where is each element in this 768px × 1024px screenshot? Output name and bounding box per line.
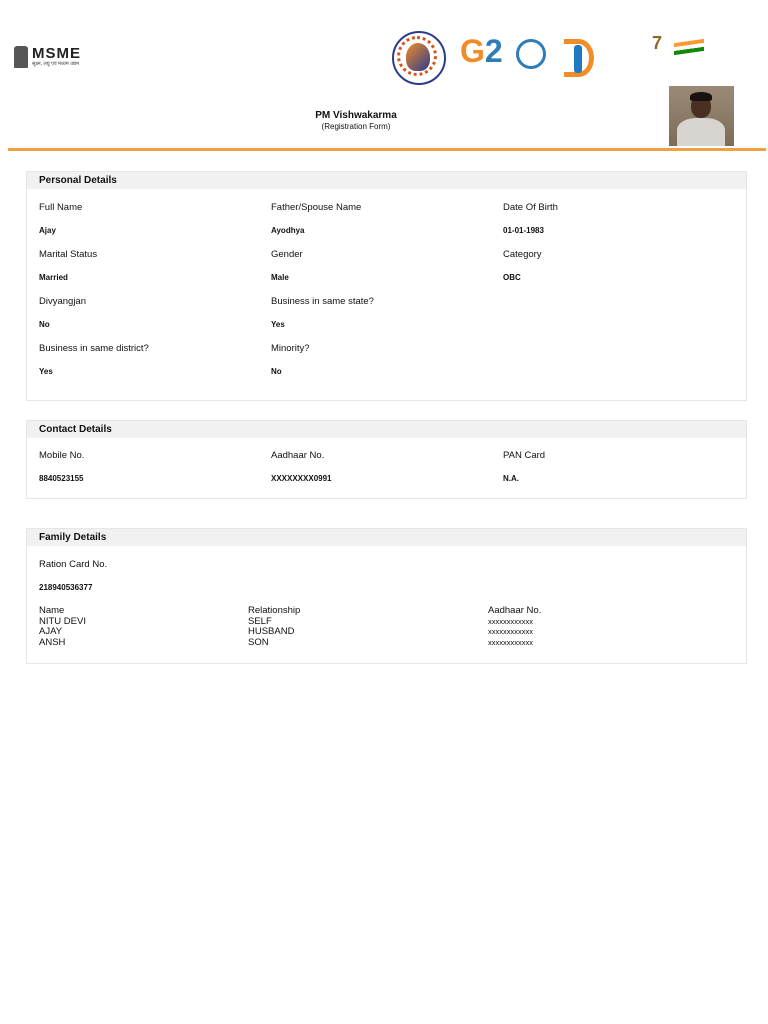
applicant-photo [669, 86, 734, 146]
minority-field [271, 343, 310, 355]
field-label: Ration Card No. [39, 559, 108, 570]
gender-field [271, 249, 303, 261]
msme-logo-word: MSME [32, 45, 81, 62]
pan-card-field [503, 450, 545, 462]
table-cell: HUSBAND [248, 626, 295, 637]
name-column [39, 606, 86, 648]
msme-logo [14, 44, 84, 70]
field-label: PAN Card [503, 450, 546, 461]
table-cell: AJAY [39, 626, 63, 637]
page-title: PM Vishwakarma [315, 110, 397, 121]
field-label: Divyangjan [39, 296, 86, 307]
date-of-birth-value: 01-01-1983 [503, 226, 544, 235]
category-field [503, 249, 542, 261]
national-emblem-icon [14, 46, 28, 68]
pm-vishwakarma-logo-icon [392, 31, 446, 85]
full-name-value: Ajay [39, 226, 56, 235]
marital-status-value: Married [39, 273, 68, 282]
field-label: Gender [271, 249, 303, 260]
field-label: Minority? [271, 343, 310, 354]
ration-card-field [39, 559, 107, 571]
father-spouse-name-value: Ayodhya [271, 226, 305, 235]
business-same-state-value: Yes [271, 320, 285, 329]
field-label: Date Of Birth [503, 202, 558, 213]
table-cell: SON [248, 636, 269, 648]
page-subtitle: (Registration Form) [321, 122, 391, 131]
aadhaar-no-value: XXXXXXXX0991 [271, 474, 332, 483]
business-same-state-field [271, 296, 374, 308]
section-heading: Family Details [27, 529, 746, 546]
table-cell: xxxxxxxxxxxx [488, 616, 533, 626]
field-label: Business in same district? [39, 343, 149, 354]
aadhaar-no-field [271, 450, 324, 462]
relationship-column [248, 606, 300, 648]
section-heading: Contact Details [27, 421, 746, 438]
azadi-ka-amrit-mahotsav-logo-icon: 7 [650, 33, 718, 83]
family-details-section [26, 528, 747, 664]
personal-details-section [26, 171, 747, 401]
column-header: Relationship [248, 605, 301, 616]
partner-logos [392, 30, 718, 86]
field-label: Father/Spouse Name [271, 202, 362, 213]
contact-details-section [26, 420, 747, 499]
field-label: Marital Status [39, 249, 98, 260]
msme-logo-tagline: सूक्ष्म, लघु एवं मध्यम उद्यम [32, 61, 80, 67]
business-same-district-field [39, 343, 149, 355]
category-value: OBC [503, 273, 521, 282]
business-same-district-value: Yes [39, 367, 53, 376]
minority-value: No [271, 367, 282, 376]
table-cell: NITU DEVI [39, 615, 86, 627]
column-header: Name [39, 605, 65, 616]
digital-india-logo-icon [564, 33, 640, 83]
column-header: Aadhaar No. [488, 605, 542, 616]
gender-value: Male [271, 273, 289, 282]
pan-card-value: N.A. [503, 474, 519, 483]
mobile-no-value: 8840523155 [39, 474, 84, 483]
date-of-birth-field [503, 202, 558, 214]
marital-status-field [39, 249, 97, 261]
g20-logo-icon: G2 [460, 33, 552, 83]
field-label: Aadhaar No. [271, 450, 325, 461]
divyangjan-field [39, 296, 86, 308]
form-title-block [256, 110, 456, 132]
mobile-no-field [39, 450, 84, 462]
field-label: Mobile No. [39, 450, 85, 461]
header-divider [8, 148, 766, 151]
family-members-table [39, 606, 739, 651]
divyangjan-value: No [39, 320, 50, 329]
full-name-field [39, 202, 82, 214]
field-label: Full Name [39, 202, 83, 213]
father-spouse-name-field [271, 202, 361, 214]
aadhaar-column [488, 606, 541, 648]
field-label: Category [503, 249, 542, 260]
table-cell: xxxxxxxxxxxx [488, 637, 533, 647]
section-heading: Personal Details [27, 172, 746, 189]
table-cell: xxxxxxxxxxxx [488, 627, 533, 636]
field-label: Business in same state? [271, 296, 374, 307]
table-cell: SELF [248, 615, 272, 627]
document-header [0, 0, 768, 152]
ration-card-value: 218940536377 [39, 583, 93, 592]
table-cell: ANSH [39, 636, 66, 648]
